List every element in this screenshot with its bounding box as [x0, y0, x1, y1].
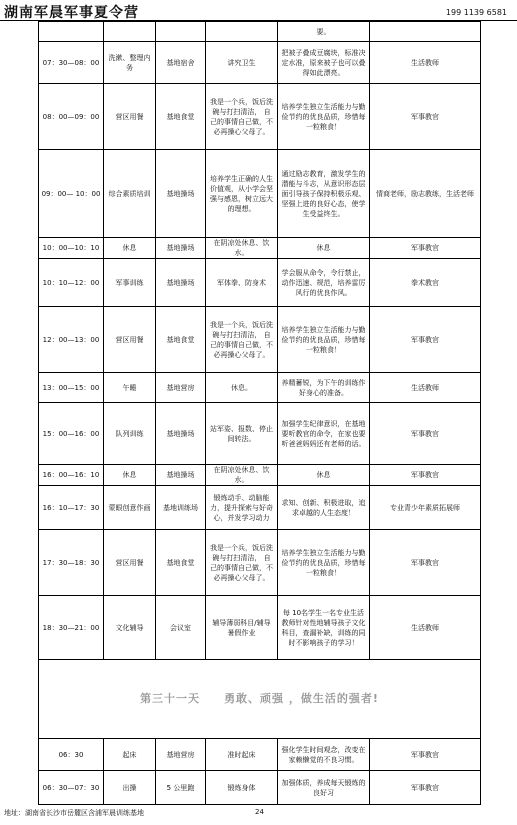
- purpose-cell: 强化学生时间观念，改变在家赖懒觉的不良习惯。: [278, 739, 370, 771]
- time-cell: 10：00—10：10: [39, 238, 104, 259]
- table-row: [39, 403, 481, 465]
- content-cell: 锻炼身体: [206, 771, 278, 805]
- content-cell: 讲究卫生: [206, 42, 278, 84]
- footer-address: 地址：湖南省长沙市岳麓区含浦军晨训练基地: [4, 809, 144, 817]
- day-banner: [39, 660, 481, 739]
- location-cell: 基地食堂: [156, 530, 206, 596]
- instructor-cell: 专业青少年素质拓展师: [370, 486, 481, 530]
- table-row: [39, 238, 481, 259]
- purpose-cell: 加强体质，养成每天锻炼的良好习: [278, 771, 370, 805]
- purpose-cell: 加强学生纪律意识，在基地要听教官的命令，在家也要听爸爸妈妈还有老师的话。: [278, 403, 370, 465]
- table-row: [39, 771, 481, 805]
- page-number: 24: [255, 808, 264, 816]
- time-cell: [39, 22, 104, 42]
- instructor-cell: 生活教师: [370, 42, 481, 84]
- purpose-cell: 通过励志教育，激发学生的潜能与斗志，从意识形态层面引导孩子保持积极乐观、坚强上进的良好心态，使学生受益终生。: [278, 150, 370, 238]
- table-row: [39, 530, 481, 596]
- time-cell: 13：00—15：00: [39, 373, 104, 403]
- purpose-cell: 要。: [278, 22, 370, 42]
- location-cell: 基地宿舍: [156, 42, 206, 84]
- activity-cell: [104, 22, 156, 42]
- time-cell: 06：30: [39, 739, 104, 771]
- purpose-cell: 休息: [278, 238, 370, 259]
- table-row: [39, 22, 481, 42]
- activity-cell: 出操: [104, 771, 156, 805]
- location-cell: 基地食堂: [156, 307, 206, 373]
- content-cell: 培养学生正确的人生价值观，从小学会坚强与感恩，树立远大的理想。: [206, 150, 278, 238]
- instructor-cell: [370, 22, 481, 42]
- instructor-cell: 拳术教官: [370, 259, 481, 307]
- purpose-cell: 学会服从命令，令行禁止，动作迅速、规范，培养雷厉风行的优良作风。: [278, 259, 370, 307]
- purpose-cell: 求知、创新、积极进取，追求卓越的人生态度！: [278, 486, 370, 530]
- location-cell: 基地操场: [156, 150, 206, 238]
- activity-cell: 午睡: [104, 373, 156, 403]
- purpose-cell: 把被子叠成豆腐块，标准决定水准，原来被子也可以叠得如此漂亮。: [278, 42, 370, 84]
- content-cell: 我是一个兵，饭后洗碗与打扫清洁， 自己的事情自己做，不必再操心父母了。: [206, 84, 278, 150]
- location-cell: 基地操场: [156, 238, 206, 259]
- content-cell: 我是一个兵，饭后洗碗与打扫清洁， 自己的事情自己做，不必再操心父母了。: [206, 307, 278, 373]
- content-cell: 在阴凉处休息、饮水。: [206, 238, 278, 259]
- table-row: [39, 150, 481, 238]
- location-cell: [156, 22, 206, 42]
- time-cell: 06：30—07：30: [39, 771, 104, 805]
- instructor-cell: 军事教官: [370, 238, 481, 259]
- time-cell: 17：30—18：30: [39, 530, 104, 596]
- location-cell: 基地营房: [156, 373, 206, 403]
- location-cell: 基地操场: [156, 403, 206, 465]
- time-cell: 08：00—09：00: [39, 84, 104, 150]
- time-cell: 10：10—12：00: [39, 259, 104, 307]
- activity-cell: 队列训练: [104, 403, 156, 465]
- activity-cell: 文化辅导: [104, 596, 156, 660]
- content-cell: 准时起床: [206, 739, 278, 771]
- time-cell: 09：00— 10：00: [39, 150, 104, 238]
- instructor-cell: 情商老师，励志教练，生活老师: [370, 150, 481, 238]
- instructor-cell: 军事教官: [370, 465, 481, 486]
- purpose-cell: 休息: [278, 465, 370, 486]
- location-cell: 会议室: [156, 596, 206, 660]
- table-row: [39, 465, 481, 486]
- activity-cell: 综合素质培训: [104, 150, 156, 238]
- activity-cell: 休息: [104, 465, 156, 486]
- table-row: [39, 596, 481, 660]
- table-row: [39, 307, 481, 373]
- content-cell: 辅导薄弱科目/辅导暑假作业: [206, 596, 278, 660]
- table-row: [39, 42, 481, 84]
- activity-cell: 营区用餐: [104, 530, 156, 596]
- content-cell: [206, 22, 278, 42]
- purpose-cell: 培养学生独立生活能力与勤俭节约的优良品质，珍惜每一粒粮食！: [278, 530, 370, 596]
- purpose-cell: 养精蓄锐，为下午的训练作好身心的准备。: [278, 373, 370, 403]
- instructor-cell: 军事教官: [370, 307, 481, 373]
- instructor-cell: 军事教官: [370, 771, 481, 805]
- activity-cell: 营区用餐: [104, 84, 156, 150]
- location-cell: 基地操场: [156, 259, 206, 307]
- time-cell: 07：30—08：00: [39, 42, 104, 84]
- table-row: [39, 486, 481, 530]
- time-cell: 16：10—17：30: [39, 486, 104, 530]
- day-banner-row: [39, 660, 481, 739]
- location-cell: 基地操场: [156, 465, 206, 486]
- activity-cell: 蒙眼创意作画: [104, 486, 156, 530]
- activity-cell: 军事训练: [104, 259, 156, 307]
- content-cell: 休息。: [206, 373, 278, 403]
- content-cell: 军体拳、防身术: [206, 259, 278, 307]
- location-cell: 5 公里跑: [156, 771, 206, 805]
- instructor-cell: 生活教师: [370, 596, 481, 660]
- time-cell: 12：00—13：00: [39, 307, 104, 373]
- day-motto: 勇敢、顽强 ，做生活的强者!: [224, 692, 379, 705]
- activity-cell: 营区用餐: [104, 307, 156, 373]
- instructor-cell: 军事教官: [370, 739, 481, 771]
- page-header: [0, 0, 517, 22]
- location-cell: 基地训练场: [156, 486, 206, 530]
- instructor-cell: 军事教官: [370, 84, 481, 150]
- activity-cell: 起床: [104, 739, 156, 771]
- schedule-table: [38, 21, 481, 805]
- table-row: [39, 259, 481, 307]
- day-label: 第三十一天: [140, 692, 201, 705]
- table-row: [39, 84, 481, 150]
- instructor-cell: 军事教官: [370, 403, 481, 465]
- phone-number: 199 1139 6581: [445, 8, 507, 17]
- content-cell: 锻炼动手、动脑能力，提升探索与好奇心，并发学习动力: [206, 486, 278, 530]
- activity-cell: 休息: [104, 238, 156, 259]
- schedule-body: [39, 22, 481, 805]
- time-cell: 18：30—21：00: [39, 596, 104, 660]
- content-cell: 我是一个兵，饭后洗碗与打扫清洁， 自己的事情自己做，不必再操心父母了。: [206, 530, 278, 596]
- location-cell: 基地营房: [156, 739, 206, 771]
- brand-title: 湖南军晨军事夏令营: [4, 5, 139, 21]
- table-row: [39, 739, 481, 771]
- activity-cell: 洗漱、整理内务: [104, 42, 156, 84]
- time-cell: 15：00—16：00: [39, 403, 104, 465]
- content-cell: 站军姿、报数、停止间转法。: [206, 403, 278, 465]
- location-cell: 基地食堂: [156, 84, 206, 150]
- time-cell: 16：00—16：10: [39, 465, 104, 486]
- instructor-cell: 生活教师: [370, 373, 481, 403]
- instructor-cell: 军事教官: [370, 530, 481, 596]
- content-cell: 在阴凉处休息、饮水。: [206, 465, 278, 486]
- table-row: [39, 373, 481, 403]
- purpose-cell: 培养学生独立生活能力与勤俭节约的优良品质，珍惜每一粒粮食！: [278, 307, 370, 373]
- purpose-cell: 培养学生独立生活能力与勤俭节约的优良品质，珍惜每一粒粮食！: [278, 84, 370, 150]
- purpose-cell: 每 10名学生一名专业生活教师针对性地辅导孩子文化科目，查漏补缺，训练的同时不影响孩子的学习！: [278, 596, 370, 660]
